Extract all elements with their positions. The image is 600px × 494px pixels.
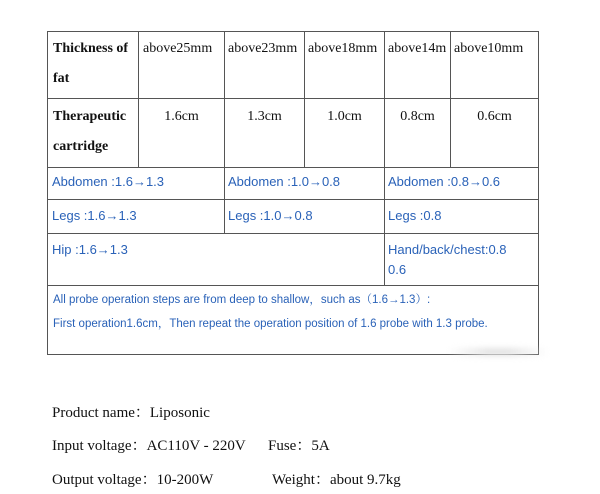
zone-hand-back-chest-line1: Hand/back/chest:0.8 bbox=[388, 242, 507, 257]
operation-note-line2: First operation1.6cm，Then repeat the operation position of 1.6 probe with 1.3 probe. bbox=[53, 318, 488, 330]
table-row-divider bbox=[47, 199, 539, 200]
table-column-divider bbox=[384, 31, 385, 285]
zone-abdomen-3: Abdomen :0.8→0.6 bbox=[388, 174, 501, 189]
thickness-value: above23mm bbox=[228, 41, 298, 56]
cartridge-value: 1.0cm bbox=[327, 109, 362, 124]
cartridge-label bbox=[53, 109, 126, 155]
zone-hand-back-chest bbox=[388, 242, 507, 277]
zone-hip: Hip :1.6→1.3 bbox=[52, 242, 128, 257]
fuse: Fuse：5A bbox=[268, 438, 330, 454]
thickness-label-line2: fat bbox=[53, 71, 70, 86]
operation-note bbox=[53, 291, 488, 331]
table-border-top bbox=[47, 31, 539, 32]
table-border-left bbox=[47, 31, 48, 355]
zone-legs-3: Legs :0.8 bbox=[388, 208, 442, 223]
table-border-right bbox=[538, 31, 539, 355]
table-column-divider bbox=[450, 31, 451, 167]
thickness-value: above25mm bbox=[143, 41, 213, 56]
table-row-divider bbox=[47, 285, 539, 286]
operation-note-line1: All probe operation steps are from deep to shallow，such as（1.6→1.3）: bbox=[53, 294, 431, 306]
zone-hand-back-chest-line2: 0.6 bbox=[388, 262, 407, 277]
thickness-label bbox=[53, 41, 128, 87]
thickness-label-line1: Thickness of bbox=[53, 41, 129, 56]
thickness-value: above14m bbox=[388, 41, 447, 56]
weight: Weight：about 9.7kg bbox=[272, 472, 401, 488]
table-row-divider bbox=[47, 98, 539, 99]
cartridge-label-line2: cartridge bbox=[53, 139, 109, 154]
input-voltage: Input voltage：AC110V - 220V bbox=[52, 438, 246, 454]
parameter-table bbox=[47, 31, 539, 355]
output-voltage: Output voltage：10-200W bbox=[52, 472, 214, 488]
zone-legs-1: Legs :1.6→1.3 bbox=[52, 208, 137, 223]
zone-abdomen-1: Abdomen :1.6→1.3 bbox=[52, 174, 165, 189]
cartridge-value: 0.8cm bbox=[400, 109, 435, 124]
thickness-value: above10mm bbox=[454, 41, 524, 56]
cartridge-value: 0.6cm bbox=[477, 109, 512, 124]
zone-abdomen-2: Abdomen :1.0→0.8 bbox=[228, 174, 341, 189]
table-column-divider bbox=[304, 31, 305, 167]
table-column-divider bbox=[138, 31, 139, 167]
product-name: Product name：Liposonic bbox=[52, 405, 210, 421]
blur-smudge bbox=[448, 348, 548, 356]
cartridge-value: 1.3cm bbox=[247, 109, 282, 124]
thickness-value: above18mm bbox=[308, 41, 378, 56]
cartridge-label-line1: Therapeutic bbox=[53, 109, 127, 124]
table-column-divider bbox=[224, 31, 225, 233]
table-row-divider bbox=[47, 233, 539, 234]
table-row-divider bbox=[47, 167, 539, 168]
zone-legs-2: Legs :1.0→0.8 bbox=[228, 208, 313, 223]
cartridge-value: 1.6cm bbox=[164, 109, 199, 124]
